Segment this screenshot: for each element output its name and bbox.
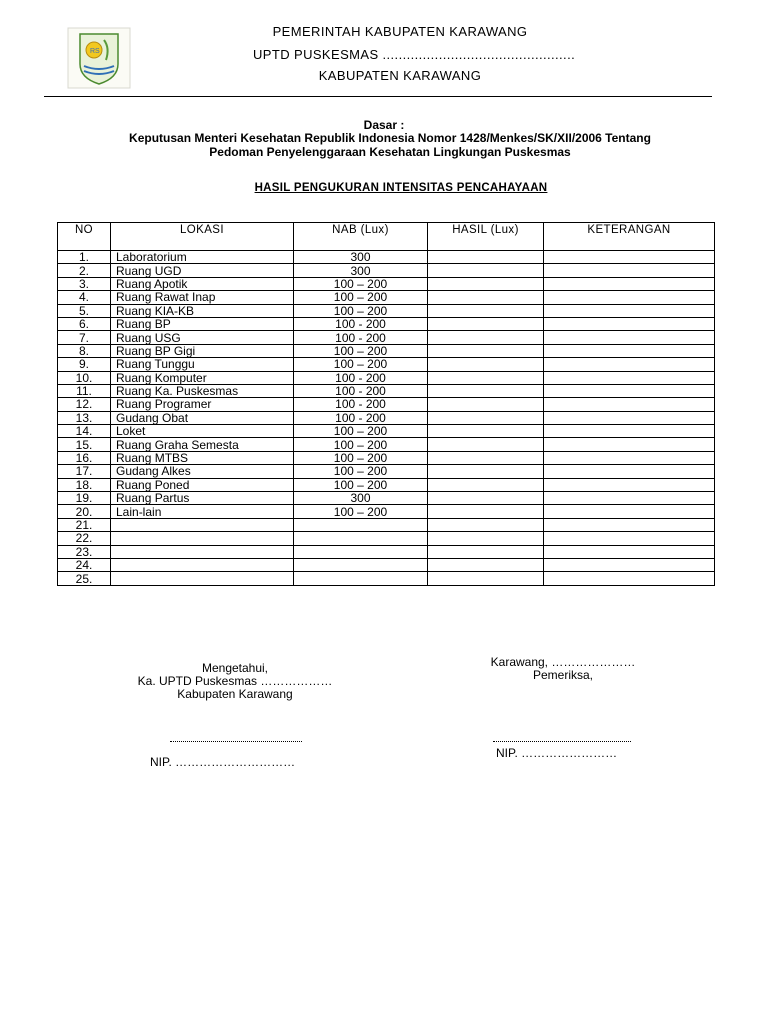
cell-hasil <box>428 558 544 571</box>
cell-keterangan <box>544 384 715 397</box>
cell-keterangan <box>544 277 715 290</box>
cell-keterangan <box>544 264 715 277</box>
cell-nab: 100 – 200 <box>294 438 428 451</box>
cell-keterangan <box>544 492 715 505</box>
cell-hasil <box>428 358 544 371</box>
nip-right: NIP. …………………… <box>496 746 618 760</box>
basis-line-1: Keputusan Menteri Kesehatan Republik Indonesia Nomor 1428/Menkes/SK/XII/2006 Tentang <box>129 131 651 145</box>
cell-no: 7. <box>58 331 111 344</box>
cell-lokasi: Ruang Partus <box>111 492 294 505</box>
cell-lokasi: Gudang Alkes <box>111 465 294 478</box>
header-uptd: UPTD PUSKESMAS ................................................ <box>253 47 576 62</box>
header-regency: KABUPATEN KARAWANG <box>318 68 482 83</box>
table-row <box>58 317 715 330</box>
cell-nab: 100 – 200 <box>294 465 428 478</box>
cell-no: 6. <box>58 317 111 330</box>
table-row <box>58 478 715 491</box>
cell-lokasi <box>111 518 294 531</box>
cell-lokasi: Ruang Tunggu <box>111 358 294 371</box>
cell-hasil <box>428 438 544 451</box>
table-row <box>58 545 715 558</box>
cell-nab: 100 – 200 <box>294 478 428 491</box>
cell-nab: 100 – 200 <box>294 358 428 371</box>
table-row <box>58 264 715 277</box>
signature-block-examiner <box>448 656 678 682</box>
cell-no: 15. <box>58 438 111 451</box>
cell-lokasi: Ruang Graha Semesta <box>111 438 294 451</box>
table-row <box>58 411 715 424</box>
cell-nab: 300 <box>294 264 428 277</box>
cell-hasil <box>428 478 544 491</box>
cell-keterangan <box>544 358 715 371</box>
cell-keterangan <box>544 398 715 411</box>
table-row <box>58 505 715 518</box>
cell-no: 3. <box>58 277 111 290</box>
regency-label: Kabupaten Karawang <box>177 687 293 701</box>
cell-keterangan <box>544 344 715 357</box>
cell-hasil <box>428 451 544 464</box>
cell-hasil <box>428 251 544 264</box>
table-row <box>58 398 715 411</box>
cell-no: 18. <box>58 478 111 491</box>
svg-text:RS: RS <box>90 48 100 55</box>
cell-lokasi: Ruang Komputer <box>111 371 294 384</box>
cell-no: 25. <box>58 572 111 585</box>
cell-keterangan <box>544 331 715 344</box>
cell-keterangan <box>544 532 715 545</box>
cell-nab <box>294 532 428 545</box>
cell-hasil <box>428 505 544 518</box>
cell-lokasi: Loket <box>111 425 294 438</box>
cell-keterangan <box>544 251 715 264</box>
cell-no: 21. <box>58 518 111 531</box>
cell-hasil <box>428 371 544 384</box>
cell-hasil <box>428 398 544 411</box>
table-row <box>58 331 715 344</box>
basis-text <box>60 131 720 159</box>
cell-nab <box>294 545 428 558</box>
cell-keterangan <box>544 411 715 424</box>
cell-lokasi: Ruang MTBS <box>111 451 294 464</box>
cell-lokasi <box>111 545 294 558</box>
cell-hasil <box>428 264 544 277</box>
cell-hasil <box>428 277 544 290</box>
table-row <box>58 492 715 505</box>
cell-nab <box>294 572 428 585</box>
column-header-hasil: HASIL (Lux) <box>428 223 544 251</box>
table-row <box>58 465 715 478</box>
column-header-no: NO <box>58 223 111 251</box>
signature-block-acknowledged <box>100 662 370 701</box>
examiner-label: Pemeriksa, <box>532 668 594 682</box>
cell-nab: 100 - 200 <box>294 384 428 397</box>
cell-keterangan <box>544 371 715 384</box>
cell-nab: 100 - 200 <box>294 411 428 424</box>
cell-hasil <box>428 384 544 397</box>
cell-no: 23. <box>58 545 111 558</box>
cell-no: 14. <box>58 425 111 438</box>
cell-lokasi: Lain-lain <box>111 505 294 518</box>
cell-lokasi <box>111 572 294 585</box>
table-row <box>58 558 715 571</box>
karawang-regency-emblem-icon <box>66 26 132 90</box>
cell-nab: 100 - 200 <box>294 371 428 384</box>
cell-nab: 100 - 200 <box>294 317 428 330</box>
cell-keterangan <box>544 545 715 558</box>
cell-nab: 100 - 200 <box>294 331 428 344</box>
cell-lokasi <box>111 558 294 571</box>
table-row <box>58 438 715 451</box>
signature-line-left <box>170 741 302 742</box>
cell-no: 13. <box>58 411 111 424</box>
cell-lokasi: Ruang UGD <box>111 264 294 277</box>
cell-hasil <box>428 572 544 585</box>
cell-no: 24. <box>58 558 111 571</box>
cell-hasil <box>428 291 544 304</box>
cell-keterangan <box>544 478 715 491</box>
cell-no: 1. <box>58 251 111 264</box>
head-of-puskesmas-label: Ka. UPTD Puskesmas ……………… <box>137 674 333 688</box>
basis-line-2: Pedoman Penyelenggaraan Kesehatan Lingkungan Puskesmas <box>209 145 571 159</box>
cell-hasil <box>428 518 544 531</box>
cell-lokasi <box>111 532 294 545</box>
table-row <box>58 251 715 264</box>
cell-nab: 100 – 200 <box>294 277 428 290</box>
cell-nab: 100 – 200 <box>294 344 428 357</box>
cell-nab: 100 – 200 <box>294 425 428 438</box>
cell-lokasi: Ruang BP Gigi <box>111 344 294 357</box>
cell-lokasi: Ruang Poned <box>111 478 294 491</box>
cell-keterangan <box>544 317 715 330</box>
cell-no: 8. <box>58 344 111 357</box>
cell-no: 5. <box>58 304 111 317</box>
cell-keterangan <box>544 425 715 438</box>
cell-lokasi: Ruang USG <box>111 331 294 344</box>
cell-nab: 300 <box>294 251 428 264</box>
cell-no: 4. <box>58 291 111 304</box>
table-row <box>58 344 715 357</box>
table-row <box>58 277 715 290</box>
cell-no: 9. <box>58 358 111 371</box>
header-divider <box>44 96 712 97</box>
table-row <box>58 358 715 371</box>
place-date-label: Karawang, ………………… <box>490 655 636 669</box>
cell-keterangan <box>544 465 715 478</box>
cell-no: 16. <box>58 451 111 464</box>
header-government: PEMERINTAH KABUPATEN KARAWANG <box>272 24 528 39</box>
cell-hasil <box>428 344 544 357</box>
table-row <box>58 451 715 464</box>
cell-no: 2. <box>58 264 111 277</box>
cell-nab: 300 <box>294 492 428 505</box>
cell-lokasi: Ruang Programer <box>111 398 294 411</box>
cell-keterangan <box>544 558 715 571</box>
acknowledged-label: Mengetahui, <box>201 661 269 675</box>
table-row <box>58 425 715 438</box>
cell-hasil <box>428 545 544 558</box>
cell-keterangan <box>544 572 715 585</box>
table-row <box>58 518 715 531</box>
cell-lokasi: Ruang Rawat Inap <box>111 291 294 304</box>
column-header-lokasi: LOKASI <box>111 223 294 251</box>
table-row <box>58 572 715 585</box>
cell-nab: 100 – 200 <box>294 451 428 464</box>
cell-hasil <box>428 411 544 424</box>
cell-nab <box>294 558 428 571</box>
cell-no: 12. <box>58 398 111 411</box>
table-row <box>58 371 715 384</box>
table-row <box>58 291 715 304</box>
column-header-nab: NAB (Lux) <box>294 223 428 251</box>
cell-nab: 100 – 200 <box>294 304 428 317</box>
table-header-row <box>58 223 715 251</box>
column-header-keterangan: KETERANGAN <box>544 223 715 251</box>
cell-no: 22. <box>58 532 111 545</box>
cell-no: 11. <box>58 384 111 397</box>
cell-hasil <box>428 425 544 438</box>
table-row <box>58 304 715 317</box>
cell-hasil <box>428 492 544 505</box>
cell-lokasi: Ruang BP <box>111 317 294 330</box>
signature-line-right <box>493 741 631 742</box>
measurement-table <box>57 222 715 586</box>
cell-no: 19. <box>58 492 111 505</box>
cell-keterangan <box>544 304 715 317</box>
cell-nab: 100 - 200 <box>294 398 428 411</box>
cell-hasil <box>428 532 544 545</box>
cell-no: 20. <box>58 505 111 518</box>
cell-nab <box>294 518 428 531</box>
cell-lokasi: Ruang Ka. Puskesmas <box>111 384 294 397</box>
basis-label: Dasar : <box>363 118 405 132</box>
cell-lokasi: Ruang Apotik <box>111 277 294 290</box>
document-title: HASIL PENGUKURAN INTENSITAS PENCAHAYAAN <box>254 182 548 194</box>
cell-lokasi: Ruang KIA-KB <box>111 304 294 317</box>
cell-keterangan <box>544 451 715 464</box>
table-row <box>58 384 715 397</box>
cell-keterangan <box>544 518 715 531</box>
nip-left: NIP. ………………………… <box>150 755 296 769</box>
cell-lokasi: Laboratorium <box>111 251 294 264</box>
table-row <box>58 532 715 545</box>
cell-hasil <box>428 331 544 344</box>
cell-keterangan <box>544 438 715 451</box>
cell-keterangan <box>544 505 715 518</box>
cell-hasil <box>428 317 544 330</box>
cell-lokasi: Gudang Obat <box>111 411 294 424</box>
cell-keterangan <box>544 291 715 304</box>
cell-hasil <box>428 465 544 478</box>
cell-nab: 100 – 200 <box>294 505 428 518</box>
cell-nab: 100 – 200 <box>294 291 428 304</box>
cell-no: 17. <box>58 465 111 478</box>
cell-no: 10. <box>58 371 111 384</box>
cell-hasil <box>428 304 544 317</box>
